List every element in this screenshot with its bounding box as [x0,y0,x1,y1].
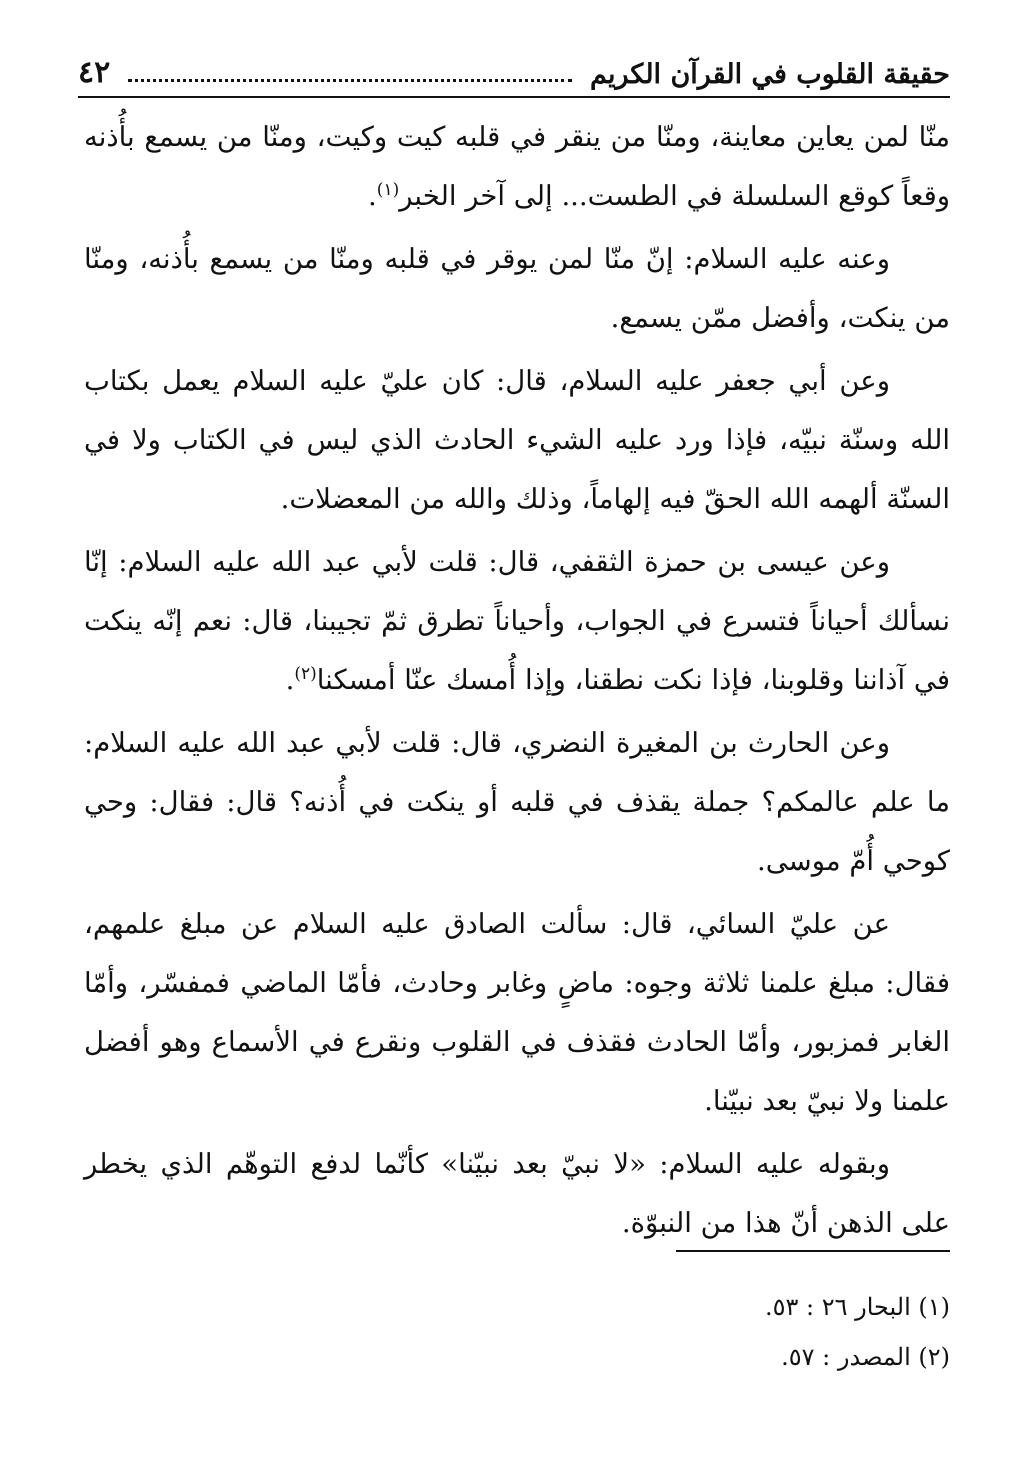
paragraph-tail: . [285,664,295,696]
footnote-1: (١) البحار ٢٦ : ٥٣. [764,1293,950,1321]
paragraph-3 [84,352,950,529]
running-title-container [110,59,950,96]
body-text [84,108,950,1257]
running-title: حقيقة القلوب في القرآن الكريم [590,59,950,90]
paragraph-text: وعن أبي جعفر عليه السلام، قال: كان عليّ عليه السلام يعمل بكتاب الله وسنّة نبيّه، فإذا ورد عليه الشيء الحادث الذي ليس في الكتاب ولا في السنّة ألهمه الله الحقّ فيه إلهاماً، وذلك والله من المعضلات. [84,365,950,515]
paragraph-4 [84,533,950,710]
paragraph-text: وعنه عليه السلام: إنّ منّا لمن يوقر في قلبه ومنّا من يسمع بأُذنه، ومنّا من ينكت، وأفضل ممّن يسمع. [84,243,950,334]
paragraph-text: وبقوله عليه السلام: «لا نبيّ بعد نبيّنا» كأنّما لدفع التوهّم الذي يخطر على الذهن أنّ هذا من النبوّة. [84,1148,950,1239]
paragraph-2 [84,230,950,348]
footnotes [84,1282,950,1382]
page-number: ٤٢ [78,55,111,90]
paragraph-6 [84,895,950,1131]
paragraph-1 [84,108,950,226]
page-header [78,48,950,98]
paragraph-text: عن عليّ السائي، قال: سألت الصادق عليه السلام عن مبلغ علمهم، فقال: مبلغ علمنا ثلاثة وجوه: ماضٍ وغابر وحادث، فأمّا الماضي فمفسّر، وأمّا الغابر فمزبور، وأمّا الحادث فقذف في القلوب ونقرع في الأسماع وهو أفضل علمنا ولا نبيّ بعد نبيّنا. [84,908,950,1117]
footnote-ref-1[interactable]: (١) [376,179,400,200]
footnote-ref-2[interactable]: (٢) [294,663,317,684]
footnote-divider [676,1250,950,1252]
paragraph-tail: . [368,180,377,212]
paragraph-text: منّا لمن يعاين معاينة، ومنّا من ينقر في قلبه كيت وكيت، ومنّا من يسمع بأُذنه وقعاً كوقع السلسلة في الطست... إلى آخر الخبر [84,121,950,212]
paragraph-text: وعن عيسى بن حمزة الثقفي، قال: قلت لأبي عبد الله عليه السلام: إنّا نسألك أحياناً فتسرع في الجواب، وأحياناً تطرق ثمّ تجيبنا، قال: نعم إنّه ينكت في آذاننا وقلوبنا، فإذا نكت نطقنا، وإذا أُمسك عنّا أمسكنا [84,546,950,696]
paragraph-text: وعن الحارث بن المغيرة النضري، قال: قلت لأبي عبد الله عليه السلام: ما علم عالمكم؟ جملة يقذف في قلبه أو ينكت في أُذنه؟ قال: فقال: وحي كوحي أُمّ موسى. [84,727,950,877]
paragraph-7 [84,1135,950,1253]
leader-dots [128,79,572,82]
footnote-2: (٢) المصدر : ٥٧. [781,1343,950,1371]
paragraph-5 [84,714,950,891]
